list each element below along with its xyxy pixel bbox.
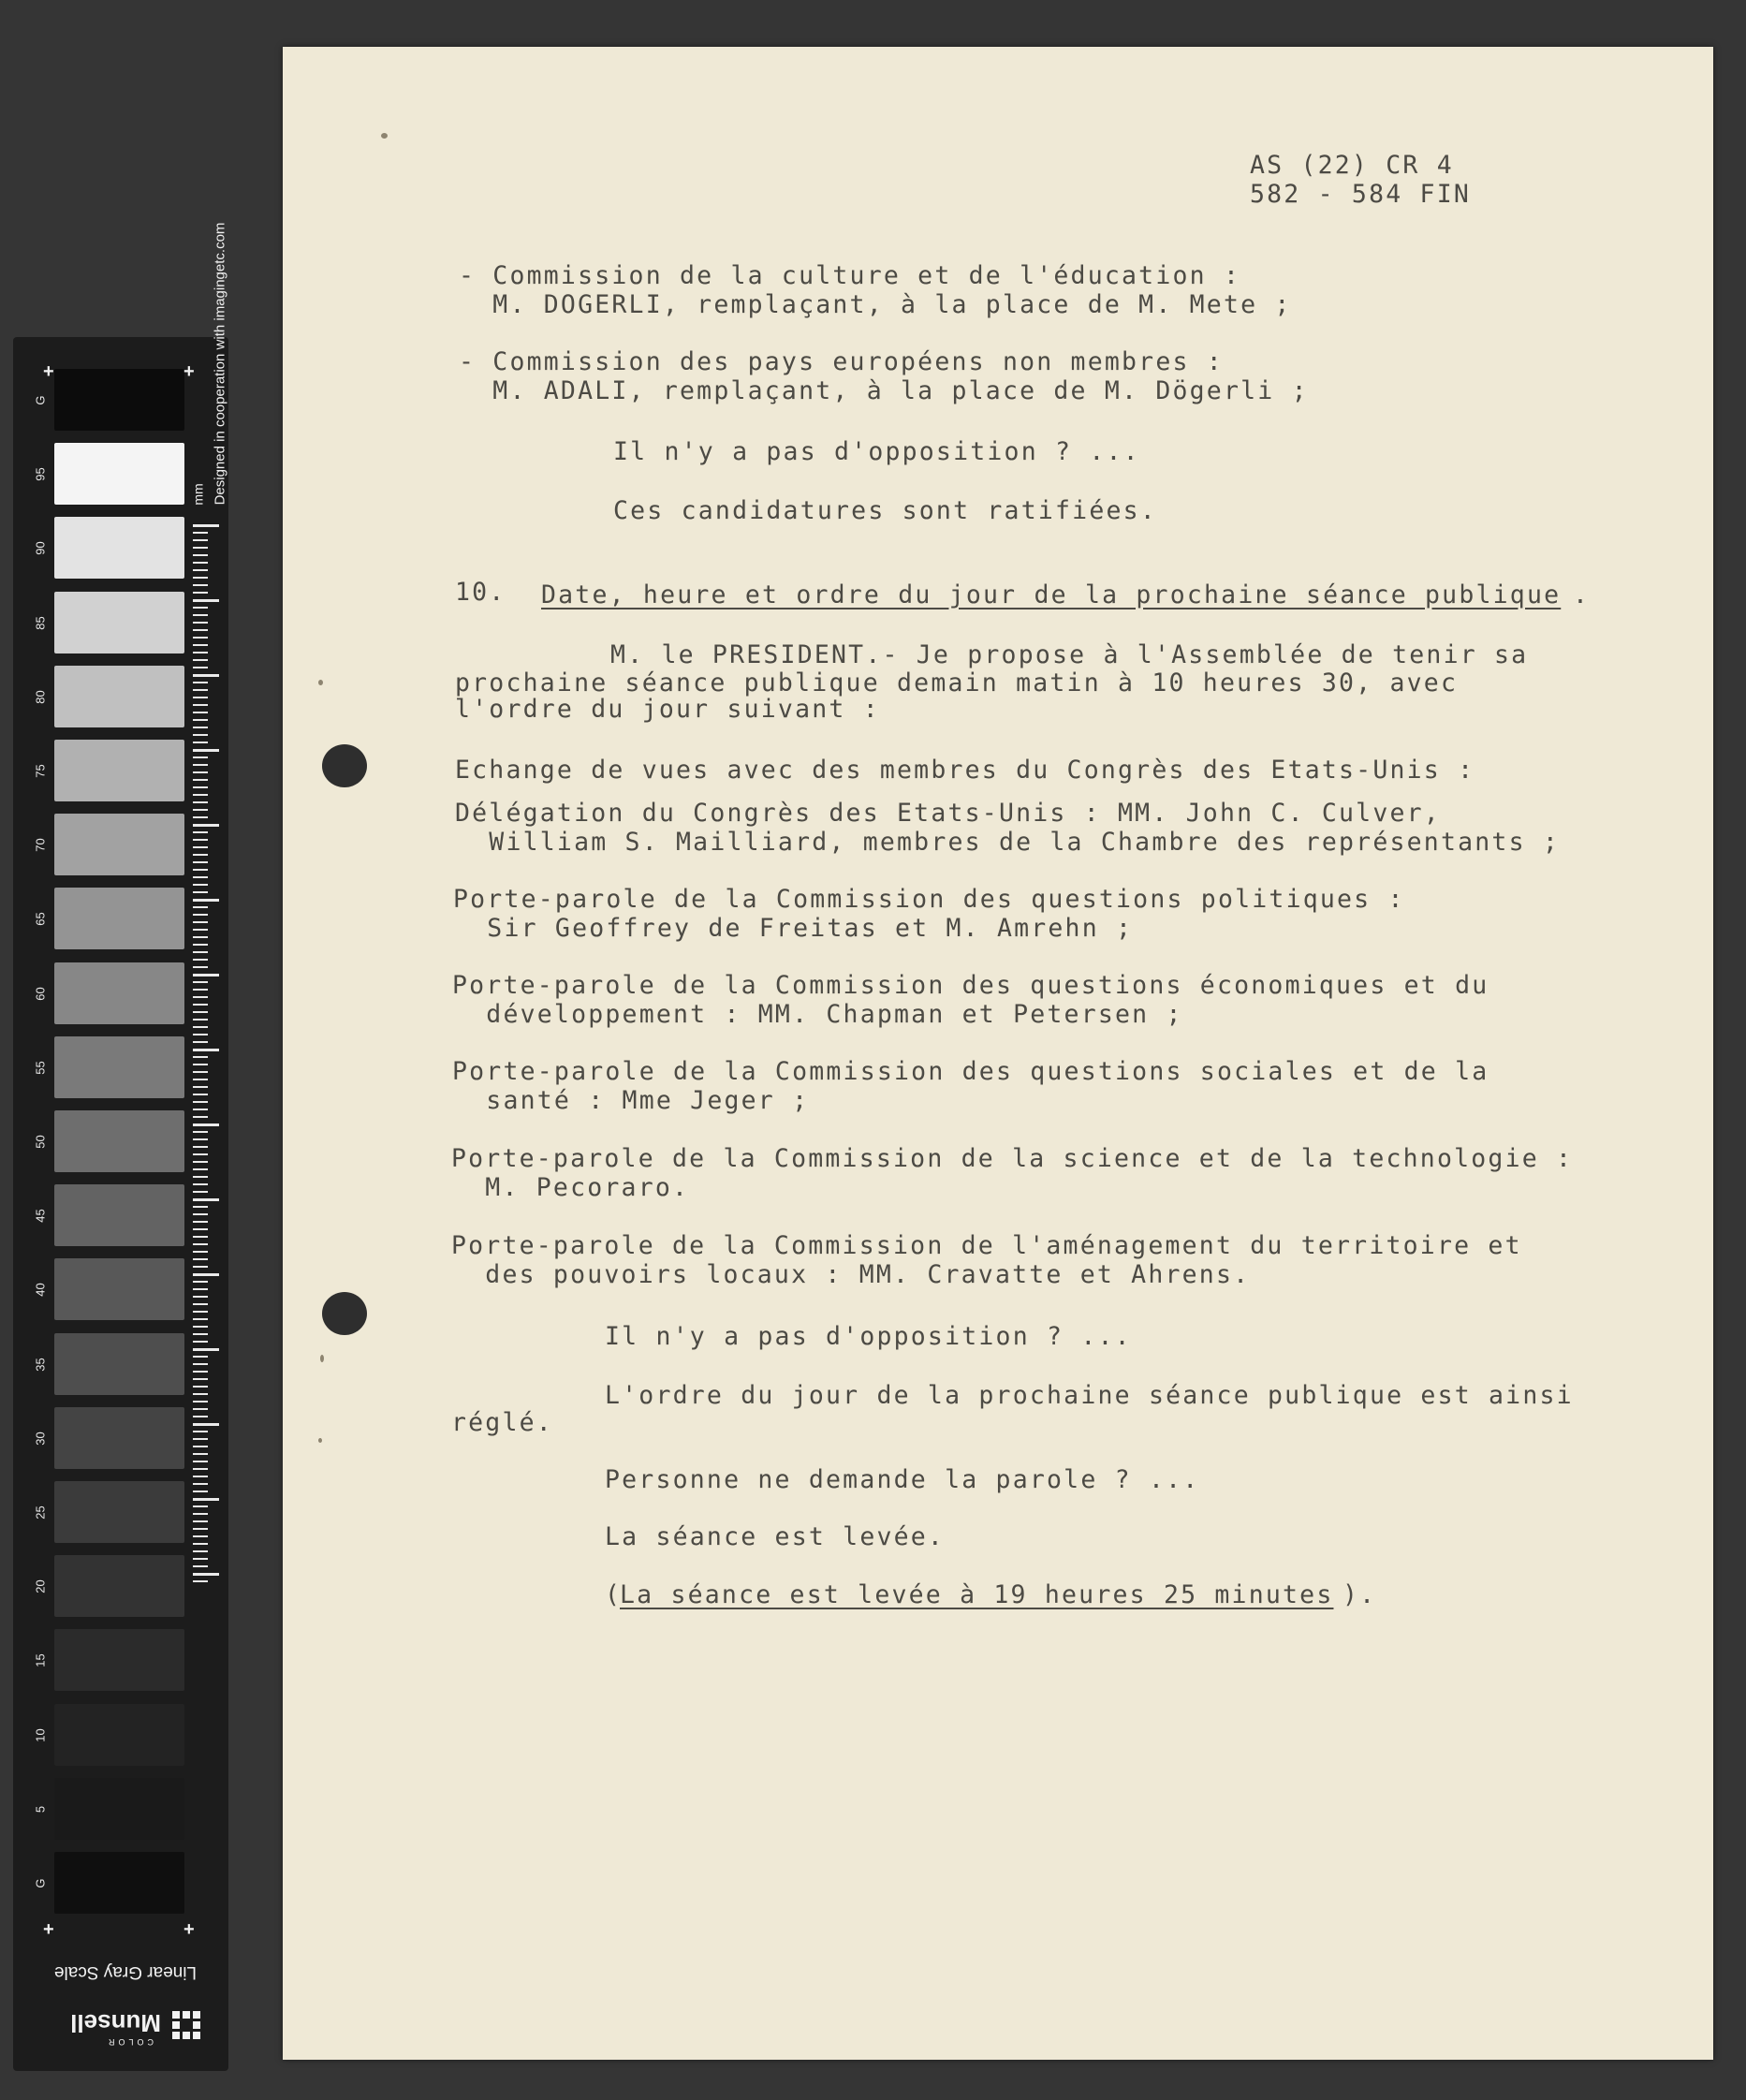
gray-patch-label: 70 <box>33 838 48 852</box>
document-page <box>283 47 1713 2060</box>
president-statement-line: l'ordre du jour suivant : <box>455 695 880 724</box>
gray-patch-label: 90 <box>33 541 48 556</box>
gray-patch <box>54 814 184 875</box>
paper-speck <box>318 680 323 685</box>
agenda-delegation-line: William S. Mailliard, membres de la Chambre des représentants ; <box>455 828 1561 857</box>
president-statement-line: prochaine séance publique demain matin à 10 heures 30, avec <box>455 668 1459 698</box>
commission-pays-line: M. ADALI, remplaçant, à la place de M. Dögerli ; <box>459 376 1309 405</box>
gray-patch-label: 95 <box>33 467 48 481</box>
nobody-asks-floor: Personne ne demande la parole ? ... <box>605 1465 1200 1494</box>
agenda-social-line: Porte-parole de la Commission des questions sociales et de la <box>452 1057 1489 1086</box>
gray-patch <box>54 443 184 505</box>
gray-patch <box>54 1407 184 1469</box>
commission-pays-line: - Commission des pays européens non membres : <box>459 347 1224 376</box>
closing-time-note: La séance est levée à 19 heures 25 minutes <box>620 1580 1334 1609</box>
gray-patch-label: 15 <box>33 1653 48 1668</box>
opposition-question: Il n'y a pas d'opposition ? ... <box>613 437 1140 466</box>
gray-patch-label: 5 <box>33 1805 48 1813</box>
gray-patch-label: 65 <box>33 912 48 927</box>
closing-paren-end: ). <box>1343 1580 1377 1609</box>
gray-patch <box>54 1704 184 1766</box>
gray-patch-label: G <box>33 395 48 405</box>
gray-patch <box>54 1333 184 1395</box>
gray-patch-label: 75 <box>33 764 48 778</box>
document-reference: AS (22) CR 4 <box>1250 151 1454 180</box>
gray-patch-label: 40 <box>33 1283 48 1298</box>
opposition-question: Il n'y a pas d'opposition ? ... <box>605 1322 1132 1351</box>
section-number: 10. <box>455 578 506 607</box>
closing-paren-open: ( <box>605 1580 623 1609</box>
gray-patch <box>54 1778 184 1840</box>
paper-speck <box>318 1438 322 1443</box>
plus-mark: + <box>183 1919 195 1940</box>
agenda-science-line: M. Pecoraro. <box>451 1173 690 1202</box>
agenda-social-line: santé : Mme Jeger ; <box>452 1086 810 1115</box>
document-page-range: 582 - 584 FIN <box>1250 180 1472 209</box>
gray-patch-label: 60 <box>33 986 48 1001</box>
agenda-economic-line: Porte-parole de la Commission des questions économiques et du <box>452 971 1489 1000</box>
gray-patch-label: 45 <box>33 1209 48 1223</box>
agenda-territory-line: des pouvoirs locaux : MM. Cravatte et Ahrens. <box>451 1260 1251 1289</box>
commission-culture-line: M. DOGERLI, remplaçant, à la place de M. Mete ; <box>459 290 1292 319</box>
gray-patch-label: 50 <box>33 1135 48 1149</box>
agenda-territory-line: Porte-parole de la Commission de l'aménagement du territoire et <box>451 1231 1522 1260</box>
munsell-grid-icon <box>172 2011 200 2039</box>
munsell-name-text: Munsell <box>70 2009 161 2037</box>
agenda-economic-line: développement : MM. Chapman et Petersen ; <box>452 1000 1183 1029</box>
gray-patch <box>54 666 184 727</box>
gray-patch <box>54 1036 184 1098</box>
gray-patch-label: 30 <box>33 1432 48 1446</box>
agenda-science-line: Porte-parole de la Commission de la science et de la technologie : <box>451 1144 1574 1173</box>
agenda-exchange: Echange de vues avec des membres du Congrès des Etats-Unis : <box>455 756 1475 785</box>
gray-patch <box>54 740 184 801</box>
gray-patch-label: 10 <box>33 1727 48 1742</box>
gray-patch <box>54 517 184 579</box>
commission-culture-line: - Commission de la culture et de l'éducation : <box>459 261 1241 290</box>
plus-mark: + <box>43 1919 54 1940</box>
gray-patch <box>54 1184 184 1246</box>
agenda-political-line: Porte-parole de la Commission des questions politiques : <box>453 885 1405 914</box>
gray-patch-label: 20 <box>33 1579 48 1593</box>
munsell-logo <box>51 2004 210 2047</box>
gray-patch <box>54 1629 184 1691</box>
gray-patch-label: 25 <box>33 1505 48 1520</box>
gray-patch <box>54 592 184 653</box>
gray-patch-label: 55 <box>33 1061 48 1075</box>
gray-patch <box>54 888 184 949</box>
gray-patch <box>54 369 184 431</box>
agenda-settled-line: réglé. <box>451 1408 553 1437</box>
gray-patch <box>54 1852 184 1914</box>
section-title-period: . <box>1573 580 1591 609</box>
gray-patch <box>54 962 184 1024</box>
gray-patch <box>54 1481 184 1543</box>
gray-patch-label: G <box>33 1878 48 1888</box>
gray-patch <box>54 1110 184 1172</box>
agenda-delegation-line: Délégation du Congrès des Etats-Unis : MM. John C. Culver, <box>455 799 1441 828</box>
gray-patch-label: 35 <box>33 1357 48 1372</box>
paper-speck <box>381 133 388 139</box>
punch-hole <box>322 744 367 787</box>
plus-mark: + <box>43 361 54 382</box>
agenda-political-line: Sir Geoffrey de Freitas et M. Amrehn ; <box>453 914 1134 943</box>
mm-ruler-major-ticks <box>193 524 219 1587</box>
section-title: Date, heure et ordre du jour de la prochaine séance publique <box>541 580 1562 609</box>
plus-mark: + <box>183 361 195 382</box>
paper-speck <box>320 1355 324 1362</box>
munsell-color-text: COLOR <box>104 2037 154 2047</box>
gray-patch-label: 80 <box>33 690 48 704</box>
designed-by-text: Designed in cooperation with imagingetc.com <box>212 222 228 506</box>
punch-hole <box>322 1292 367 1335</box>
agenda-settled-line: L'ordre du jour de la prochaine séance publique est ainsi <box>605 1381 1574 1410</box>
linear-gray-scale-label: Linear Gray Scale <box>53 1962 198 1982</box>
president-statement-line: M. le PRESIDENT.- Je propose à l'Assemblée de tenir sa <box>610 640 1529 669</box>
session-closed: La séance est levée. <box>605 1522 946 1551</box>
gray-patch-label: 85 <box>33 615 48 630</box>
gray-patch <box>54 1555 184 1617</box>
gray-patch <box>54 1258 184 1320</box>
mm-label: mm <box>190 483 206 506</box>
ratified-statement: Ces candidatures sont ratifiées. <box>613 496 1157 525</box>
